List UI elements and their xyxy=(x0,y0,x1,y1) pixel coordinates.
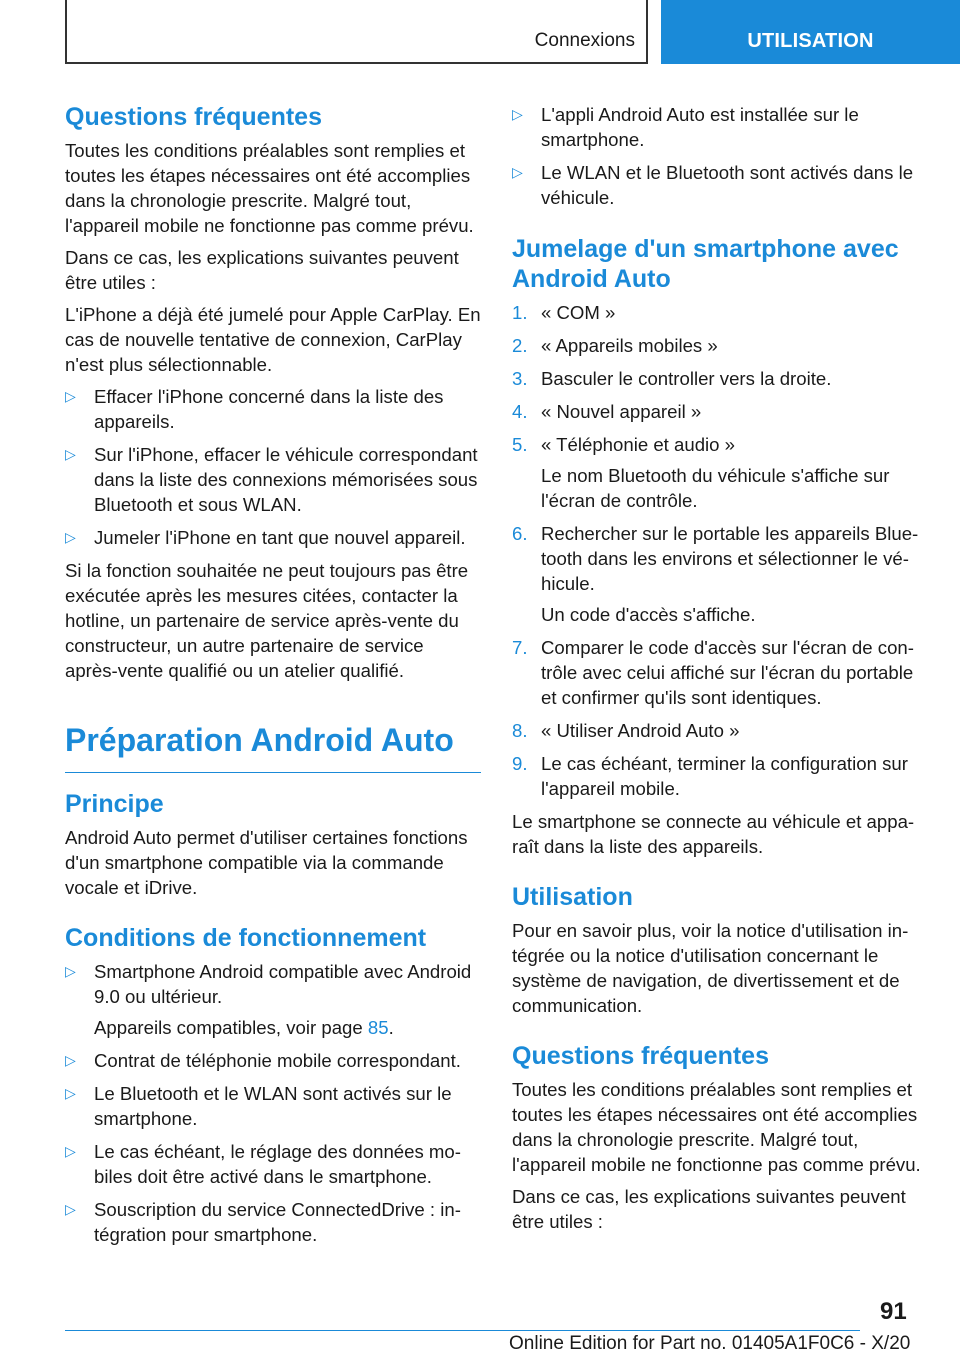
spacer xyxy=(512,866,928,882)
step-text: Basculer le controller vers la droite. xyxy=(541,368,832,389)
usage-paragraph: Pour en savoir plus, voir la notice d'utilisation intégrée ou la notice d'utilisation concernant le système de navigation, de divertissement et de communication. xyxy=(512,920,909,1016)
step-item xyxy=(512,751,928,801)
note-text: . xyxy=(388,1017,394,1038)
step-number: 9. xyxy=(512,753,528,774)
list-item: ▷ Contrat de téléphonie mobile correspondant. xyxy=(65,1048,481,1073)
list-item: ▷ Sur l'iPhone, effacer le véhicule correspondant dans la liste des connexions mémorisées sous Bluetooth et sous WLAN. xyxy=(65,442,481,517)
step-item xyxy=(512,300,928,325)
conditions-heading: Conditions de fonctionnement xyxy=(65,924,427,952)
footer-edition: Online Edition for Part no. 01405A1F0C6 - X/20 xyxy=(509,1333,911,1354)
list-item: ▷ Le WLAN et le Bluetooth sont activés dans le véhicule. xyxy=(512,160,928,210)
step-item xyxy=(512,521,928,627)
step-text: « Appareils mobiles » xyxy=(541,335,718,356)
principle-paragraph: Android Auto permet d'utiliser certaines fonctions d'un smartphone compatible via la commande vocale et iDrive. xyxy=(65,827,468,898)
faq-heading: Questions fréquentes xyxy=(512,1042,769,1070)
step-item xyxy=(512,333,928,358)
step-number: 4. xyxy=(512,401,528,422)
step-note: Un code d'accès s'affiche. xyxy=(541,604,756,625)
list-item: ▷ Effacer l'iPhone concerné dans la liste des appareils. xyxy=(65,384,481,434)
step-number: 6. xyxy=(512,523,528,544)
list-item xyxy=(65,959,481,1040)
conditions-list xyxy=(65,959,481,1247)
step-number: 8. xyxy=(512,720,528,741)
step-text: Le cas échéant, terminer la configuration sur l'appareil mobile. xyxy=(541,753,908,799)
step-item xyxy=(512,366,928,391)
step-number: 3. xyxy=(512,368,528,389)
spacer xyxy=(65,773,481,789)
list-item-text: Smartphone Android compatible avec Android 9.0 ou ultérieur. xyxy=(94,961,472,1007)
faq-paragraph: Dans ce cas, les explications suivantes peuvent être utiles : xyxy=(65,247,459,293)
faq-heading: Questions fréquentes xyxy=(65,103,322,131)
faq-paragraph: Dans ce cas, les explications suivantes peuvent être utiles : xyxy=(512,1186,906,1232)
spacer xyxy=(65,907,481,923)
step-text: « Utiliser Android Auto » xyxy=(541,720,740,741)
list-item: ▷ Jumeler l'iPhone en tant que nouvel appareil. xyxy=(65,525,481,550)
list-item-note xyxy=(94,1015,481,1040)
step-item xyxy=(512,399,928,424)
step-item xyxy=(512,432,928,513)
list-item: ▷ Le Bluetooth et le WLAN sont activés sur le smartphone. xyxy=(65,1081,481,1131)
faq-paragraph: Toutes les conditions préalables sont remplies et toutes les étapes nécessaires ont été accomplies dans la chronologie prescrite. Malgré tout, l'appareil mobile ne fonctionne pas comme prévu. xyxy=(65,140,474,236)
faq-bullet-list xyxy=(65,384,481,550)
list-item: ▷ Souscription du service ConnectedDrive : intégration pour smartphone. xyxy=(65,1197,481,1247)
step-number: 5. xyxy=(512,434,528,455)
right-column xyxy=(512,102,928,1241)
spacer xyxy=(512,218,928,234)
list-item: ▷ L'appli Android Auto est installée sur le smartphone. xyxy=(512,102,928,152)
list-item: ▷ Le cas échéant, le réglage des données mobiles doit être activé dans le smartphone. xyxy=(65,1139,481,1189)
step-text: « Nouvel appareil » xyxy=(541,401,702,422)
note-text: Appareils compatibles, voir page xyxy=(94,1017,368,1038)
faq-paragraph: L'iPhone a déjà été jumelé pour Apple CarPlay. En cas de nouvelle tentative de connexion, CarPlay n'est plus sélectionnable. xyxy=(65,304,481,375)
page-number: 91 xyxy=(880,1298,907,1325)
conditions-list-continued xyxy=(512,102,928,210)
page-reference-link[interactable]: 85 xyxy=(367,1017,389,1038)
step-item xyxy=(512,718,928,743)
faq-paragraph: Toutes les conditions préalables sont remplies et toutes les étapes nécessaires ont été accomplies dans la chronologie prescrite. Malgré tout, l'appareil mobile ne fonctionne pas comme prévu. xyxy=(512,1079,921,1175)
spacer xyxy=(512,1025,928,1041)
principle-heading: Principe xyxy=(65,790,164,818)
step-text: « COM » xyxy=(541,302,616,323)
pairing-result: Le smartphone se connecte au véhicule et apparaît dans la liste des appareils. xyxy=(512,811,915,857)
step-note: Le nom Bluetooth du véhicule s'affiche sur l'écran de contrôle. xyxy=(541,465,890,511)
header-chapter-tab: UTILISATION xyxy=(661,0,960,64)
footer-divider xyxy=(65,1330,860,1331)
usage-heading: Utilisation xyxy=(512,883,633,911)
step-number: 1. xyxy=(512,302,528,323)
step-number: 7. xyxy=(512,637,528,658)
step-text: Rechercher sur le portable les appareils Bluetooth dans les environs et sélectionner le véhicule. xyxy=(541,523,919,594)
chapter-heading: Préparation Android Auto xyxy=(65,720,481,773)
pairing-heading: Jumelage d'un smartphone avec Android Auto xyxy=(512,235,899,293)
spacer xyxy=(65,690,481,720)
step-item xyxy=(512,635,928,710)
step-text: Comparer le code d'accès sur l'écran de contrôle avec celui affiché sur l'écran du portable et confirmer qu'ils sont identiques. xyxy=(541,637,914,708)
step-text: « Téléphonie et audio » xyxy=(541,434,736,455)
header-section-title: Connexions xyxy=(534,30,635,51)
step-number: 2. xyxy=(512,335,528,356)
left-column xyxy=(65,102,481,1255)
pairing-steps xyxy=(512,300,928,801)
faq-paragraph: Si la fonction souhaitée ne peut toujours pas être exécutée après les mesures citées, contacter la hotline, un partenaire de service après-vente du constructeur, un autre partenaire de service après-vente qualifié ou un atelier qualifié. xyxy=(65,560,469,681)
